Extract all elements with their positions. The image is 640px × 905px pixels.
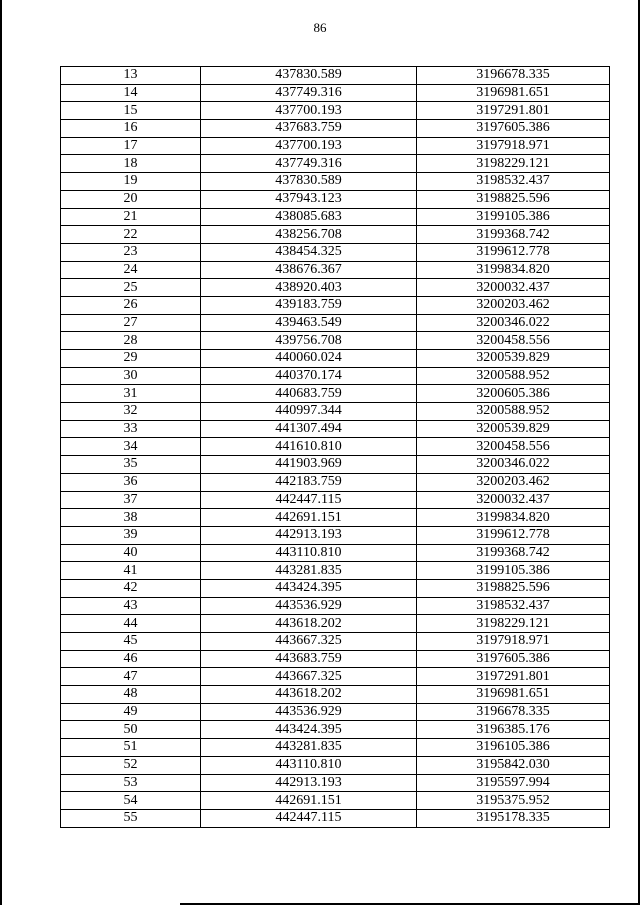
- x-coordinate-cell: 442913.193: [201, 526, 417, 544]
- x-coordinate-cell: 443424.395: [201, 579, 417, 597]
- point-number-cell: 51: [61, 739, 201, 757]
- x-coordinate-cell: 437700.193: [201, 137, 417, 155]
- table-row: [61, 703, 610, 721]
- table-row: [61, 261, 610, 279]
- table-row: [61, 438, 610, 456]
- table-row: [61, 597, 610, 615]
- point-number-cell: 45: [61, 633, 201, 651]
- y-coordinate-cell: 3195842.030: [417, 756, 610, 774]
- table-row: [61, 173, 610, 191]
- point-number-cell: 13: [61, 67, 201, 85]
- point-number-cell: 50: [61, 721, 201, 739]
- point-number-cell: 52: [61, 756, 201, 774]
- point-number-cell: 21: [61, 208, 201, 226]
- table-row: [61, 314, 610, 332]
- table-row: [61, 243, 610, 261]
- table-row: [61, 686, 610, 704]
- point-number-cell: 33: [61, 420, 201, 438]
- x-coordinate-cell: 438676.367: [201, 261, 417, 279]
- table-row: [61, 208, 610, 226]
- table-row: [61, 615, 610, 633]
- table-row: [61, 296, 610, 314]
- y-coordinate-cell: 3200588.952: [417, 367, 610, 385]
- table-row: [61, 774, 610, 792]
- y-coordinate-cell: 3197918.971: [417, 137, 610, 155]
- y-coordinate-cell: 3198825.596: [417, 190, 610, 208]
- x-coordinate-cell: 443536.929: [201, 703, 417, 721]
- x-coordinate-cell: 438454.325: [201, 243, 417, 261]
- table-row: [61, 668, 610, 686]
- point-number-cell: 39: [61, 526, 201, 544]
- point-number-cell: 53: [61, 774, 201, 792]
- x-coordinate-cell: 441307.494: [201, 420, 417, 438]
- point-number-cell: 29: [61, 350, 201, 368]
- point-number-cell: 49: [61, 703, 201, 721]
- point-number-cell: 54: [61, 792, 201, 810]
- x-coordinate-cell: 442447.115: [201, 491, 417, 509]
- y-coordinate-cell: 3196981.651: [417, 84, 610, 102]
- x-coordinate-cell: 440060.024: [201, 350, 417, 368]
- y-coordinate-cell: 3196678.335: [417, 67, 610, 85]
- x-coordinate-cell: 439756.708: [201, 332, 417, 350]
- y-coordinate-cell: 3199368.742: [417, 544, 610, 562]
- y-coordinate-cell: 3196981.651: [417, 686, 610, 704]
- x-coordinate-cell: 437830.589: [201, 67, 417, 85]
- x-coordinate-cell: 437749.316: [201, 155, 417, 173]
- point-number-cell: 23: [61, 243, 201, 261]
- y-coordinate-cell: 3200539.829: [417, 420, 610, 438]
- x-coordinate-cell: 443281.835: [201, 739, 417, 757]
- table-row: [61, 67, 610, 85]
- y-coordinate-cell: 3200203.462: [417, 473, 610, 491]
- y-coordinate-cell: 3200605.386: [417, 385, 610, 403]
- x-coordinate-cell: 439463.549: [201, 314, 417, 332]
- x-coordinate-cell: 438085.683: [201, 208, 417, 226]
- y-coordinate-cell: 3199368.742: [417, 226, 610, 244]
- x-coordinate-cell: 437943.123: [201, 190, 417, 208]
- y-coordinate-cell: 3199105.386: [417, 562, 610, 580]
- table-row: [61, 809, 610, 827]
- x-coordinate-cell: 443536.929: [201, 597, 417, 615]
- x-coordinate-cell: 440997.344: [201, 403, 417, 421]
- table-row: [61, 579, 610, 597]
- x-coordinate-cell: 443618.202: [201, 615, 417, 633]
- y-coordinate-cell: 3197605.386: [417, 650, 610, 668]
- point-number-cell: 28: [61, 332, 201, 350]
- point-number-cell: 42: [61, 579, 201, 597]
- point-number-cell: 26: [61, 296, 201, 314]
- point-number-cell: 47: [61, 668, 201, 686]
- table-row: [61, 721, 610, 739]
- table-row: [61, 792, 610, 810]
- x-coordinate-cell: 443667.325: [201, 668, 417, 686]
- point-number-cell: 19: [61, 173, 201, 191]
- table-row: [61, 385, 610, 403]
- point-number-cell: 15: [61, 102, 201, 120]
- y-coordinate-cell: 3200346.022: [417, 456, 610, 474]
- y-coordinate-cell: 3195178.335: [417, 809, 610, 827]
- x-coordinate-cell: 441610.810: [201, 438, 417, 456]
- y-coordinate-cell: 3198229.121: [417, 155, 610, 173]
- y-coordinate-cell: 3200032.437: [417, 279, 610, 297]
- point-number-cell: 20: [61, 190, 201, 208]
- table-row: [61, 226, 610, 244]
- table-row: [61, 562, 610, 580]
- x-coordinate-cell: 440683.759: [201, 385, 417, 403]
- table-row: [61, 650, 610, 668]
- x-coordinate-cell: 443667.325: [201, 633, 417, 651]
- y-coordinate-cell: 3200458.556: [417, 332, 610, 350]
- table-row: [61, 137, 610, 155]
- point-number-cell: 22: [61, 226, 201, 244]
- y-coordinate-cell: 3197291.801: [417, 668, 610, 686]
- table-row: [61, 544, 610, 562]
- point-number-cell: 30: [61, 367, 201, 385]
- table-row: [61, 102, 610, 120]
- table-row: [61, 491, 610, 509]
- y-coordinate-cell: 3196678.335: [417, 703, 610, 721]
- coordinates-table: [60, 66, 610, 828]
- point-number-cell: 40: [61, 544, 201, 562]
- table-row: [61, 84, 610, 102]
- table-row: [61, 190, 610, 208]
- point-number-cell: 17: [61, 137, 201, 155]
- x-coordinate-cell: 438256.708: [201, 226, 417, 244]
- y-coordinate-cell: 3200539.829: [417, 350, 610, 368]
- y-coordinate-cell: 3197605.386: [417, 120, 610, 138]
- point-number-cell: 18: [61, 155, 201, 173]
- y-coordinate-cell: 3197918.971: [417, 633, 610, 651]
- table-row: [61, 403, 610, 421]
- y-coordinate-cell: 3200458.556: [417, 438, 610, 456]
- point-number-cell: 25: [61, 279, 201, 297]
- point-number-cell: 38: [61, 509, 201, 527]
- table-row: [61, 350, 610, 368]
- x-coordinate-cell: 443110.810: [201, 544, 417, 562]
- table-row: [61, 739, 610, 757]
- table-row: [61, 420, 610, 438]
- point-number-cell: 55: [61, 809, 201, 827]
- x-coordinate-cell: 437749.316: [201, 84, 417, 102]
- y-coordinate-cell: 3196105.386: [417, 739, 610, 757]
- x-coordinate-cell: 443424.395: [201, 721, 417, 739]
- table-row: [61, 756, 610, 774]
- point-number-cell: 46: [61, 650, 201, 668]
- coordinates-table-body: [61, 67, 610, 828]
- point-number-cell: 34: [61, 438, 201, 456]
- table-row: [61, 155, 610, 173]
- y-coordinate-cell: 3200203.462: [417, 296, 610, 314]
- page-number: 86: [313, 20, 327, 35]
- y-coordinate-cell: 3199612.778: [417, 243, 610, 261]
- y-coordinate-cell: 3199612.778: [417, 526, 610, 544]
- point-number-cell: 35: [61, 456, 201, 474]
- point-number-cell: 37: [61, 491, 201, 509]
- point-number-cell: 36: [61, 473, 201, 491]
- y-coordinate-cell: 3200346.022: [417, 314, 610, 332]
- x-coordinate-cell: 443110.810: [201, 756, 417, 774]
- x-coordinate-cell: 443281.835: [201, 562, 417, 580]
- table-row: [61, 526, 610, 544]
- table-row: [61, 279, 610, 297]
- x-coordinate-cell: 442183.759: [201, 473, 417, 491]
- y-coordinate-cell: 3200588.952: [417, 403, 610, 421]
- point-number-cell: 43: [61, 597, 201, 615]
- point-number-cell: 14: [61, 84, 201, 102]
- x-coordinate-cell: 441903.969: [201, 456, 417, 474]
- x-coordinate-cell: 442447.115: [201, 809, 417, 827]
- y-coordinate-cell: 3195597.994: [417, 774, 610, 792]
- point-number-cell: 44: [61, 615, 201, 633]
- x-coordinate-cell: 440370.174: [201, 367, 417, 385]
- y-coordinate-cell: 3200032.437: [417, 491, 610, 509]
- x-coordinate-cell: 437683.759: [201, 120, 417, 138]
- point-number-cell: 41: [61, 562, 201, 580]
- point-number-cell: 24: [61, 261, 201, 279]
- y-coordinate-cell: 3195375.952: [417, 792, 610, 810]
- y-coordinate-cell: 3199105.386: [417, 208, 610, 226]
- table-row: [61, 367, 610, 385]
- point-number-cell: 27: [61, 314, 201, 332]
- x-coordinate-cell: 437700.193: [201, 102, 417, 120]
- y-coordinate-cell: 3198532.437: [417, 597, 610, 615]
- x-coordinate-cell: 438920.403: [201, 279, 417, 297]
- x-coordinate-cell: 439183.759: [201, 296, 417, 314]
- table-row: [61, 456, 610, 474]
- point-number-cell: 16: [61, 120, 201, 138]
- x-coordinate-cell: 442913.193: [201, 774, 417, 792]
- x-coordinate-cell: 443618.202: [201, 686, 417, 704]
- x-coordinate-cell: 442691.151: [201, 792, 417, 810]
- point-number-cell: 32: [61, 403, 201, 421]
- x-coordinate-cell: 437830.589: [201, 173, 417, 191]
- y-coordinate-cell: 3198532.437: [417, 173, 610, 191]
- x-coordinate-cell: 443683.759: [201, 650, 417, 668]
- table-row: [61, 473, 610, 491]
- y-coordinate-cell: 3197291.801: [417, 102, 610, 120]
- table-row: [61, 332, 610, 350]
- y-coordinate-cell: 3199834.820: [417, 261, 610, 279]
- y-coordinate-cell: 3199834.820: [417, 509, 610, 527]
- table-row: [61, 633, 610, 651]
- y-coordinate-cell: 3198229.121: [417, 615, 610, 633]
- table-row: [61, 120, 610, 138]
- table-row: [61, 509, 610, 527]
- x-coordinate-cell: 442691.151: [201, 509, 417, 527]
- y-coordinate-cell: 3196385.176: [417, 721, 610, 739]
- point-number-cell: 31: [61, 385, 201, 403]
- point-number-cell: 48: [61, 686, 201, 704]
- y-coordinate-cell: 3198825.596: [417, 579, 610, 597]
